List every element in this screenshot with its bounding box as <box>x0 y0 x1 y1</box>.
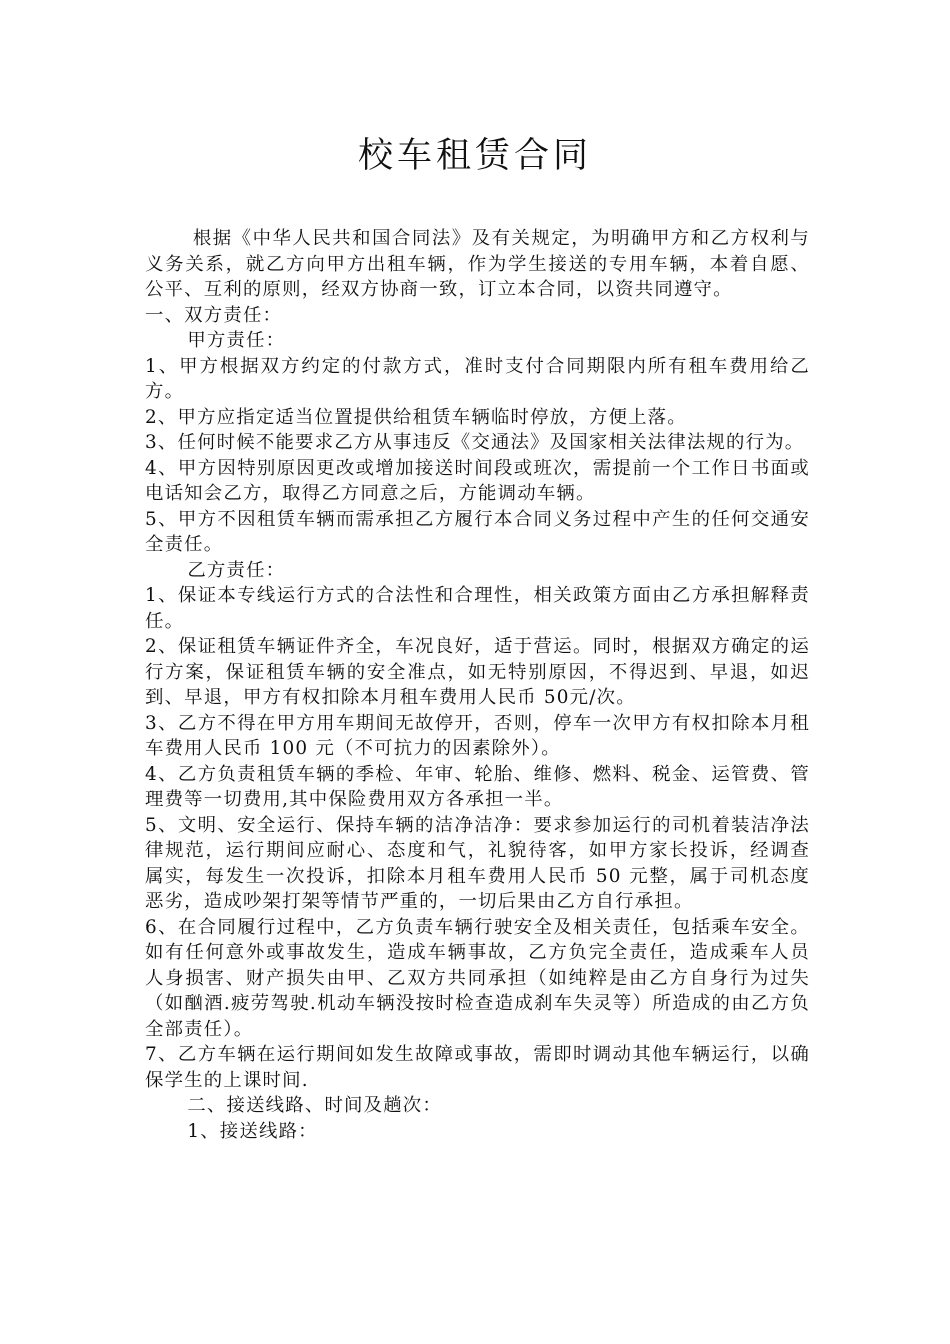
document-body <box>145 226 810 1144</box>
route-item: 1、接送线路： <box>187 1120 318 1142</box>
party-a-item: 1、甲方根据双方约定的付款方式，准时支付合同期限内所有租车费用给乙方。 <box>145 355 810 402</box>
intro-paragraph: 根据《中华人民共和国合同法》及有关规定，为明确甲方和乙方权利与义务关系，就乙方向甲方出租车辆，作为学生接送的专用车辆，本着自愿、公平、互利的原则，经双方协商一致，订立本合同，以资共同遵守。 <box>145 228 810 300</box>
party-b-item: 7、乙方车辆在运行期间如发生故障或事故，需即时调动其他车辆运行，以确保学生的上课时间. <box>145 1044 810 1091</box>
section-heading-routes: 二、接送线路、时间及趟次： <box>187 1095 442 1116</box>
party-b-item: 5、文明、安全运行、保持车辆的洁净洁净：要求参加运行的司机着装洁净法律规范，运行期间应耐心、态度和气，礼貌待客，如甲方家长投诉，经调查属实，每发生一次投诉，扣除本月租车费用人民币 50 元整，属于司机态度恶劣，造成吵架打架等情节严重的，一切后果由乙方自行承担。 <box>145 814 810 912</box>
party-a-item: 3、任何时候不能要求乙方从事违反《交通法》及国家相关法律法规的行为。 <box>145 432 805 453</box>
party-b-item: 6、在合同履行过程中，乙方负责车辆行驶安全及相关责任，包括乘车安全。如有任何意外或事故发生，造成车辆事故，乙方负完全责任，造成乘车人员人身损害、财产损失由甲、乙双方共同承担（如纯粹是由乙方自身行为过失（如酗酒.疲劳驾驶.机动车辆没按时检查造成刹车失灵等）所造成的由乙方负全部责任）。 <box>145 916 810 1040</box>
party-b-item: 4、乙方负责租赁车辆的季检、年审、轮胎、维修、燃料、税金、运管费、管理费等一切费用,其中保险费用双方各承担一半。 <box>145 763 810 810</box>
document-title: 校车租赁合同 <box>357 136 592 176</box>
party-a-item: 2、甲方应指定适当位置提供给租赁车辆临时停放，方便上落。 <box>145 406 687 428</box>
party-a-heading: 甲方责任： <box>187 330 286 351</box>
section-heading-responsibilities: 一、双方责任： <box>145 304 283 326</box>
party-b-item: 2、保证租赁车辆证件齐全，车况良好，适于营运。同时，根据双方确定的运行方案，保证租赁车辆的安全准点，如无特别原因，不得迟到、早退，如迟到、早退，甲方有权扣除本月租车费用人民币 50元/次。 <box>145 636 810 708</box>
party-a-item: 5、甲方不因租赁车辆而需承担乙方履行本合同义务过程中产生的任何交通安全责任。 <box>145 508 810 555</box>
party-a-item: 4、甲方因特别原因更改或增加接送时间段或班次，需提前一个工作日书面或电话知会乙方，取得乙方同意之后，方能调动车辆。 <box>145 457 810 504</box>
party-b-heading: 乙方责任： <box>187 559 286 581</box>
party-b-item: 1、保证本专线运行方式的合法性和合理性，相关政策方面由乙方承担解释责任。 <box>145 585 810 632</box>
party-b-item: 3、乙方不得在甲方用车期间无故停开，否则，停车一次甲方有权扣除本月租车费用人民币 100 元（不可抗力的因素除外）。 <box>145 712 810 759</box>
